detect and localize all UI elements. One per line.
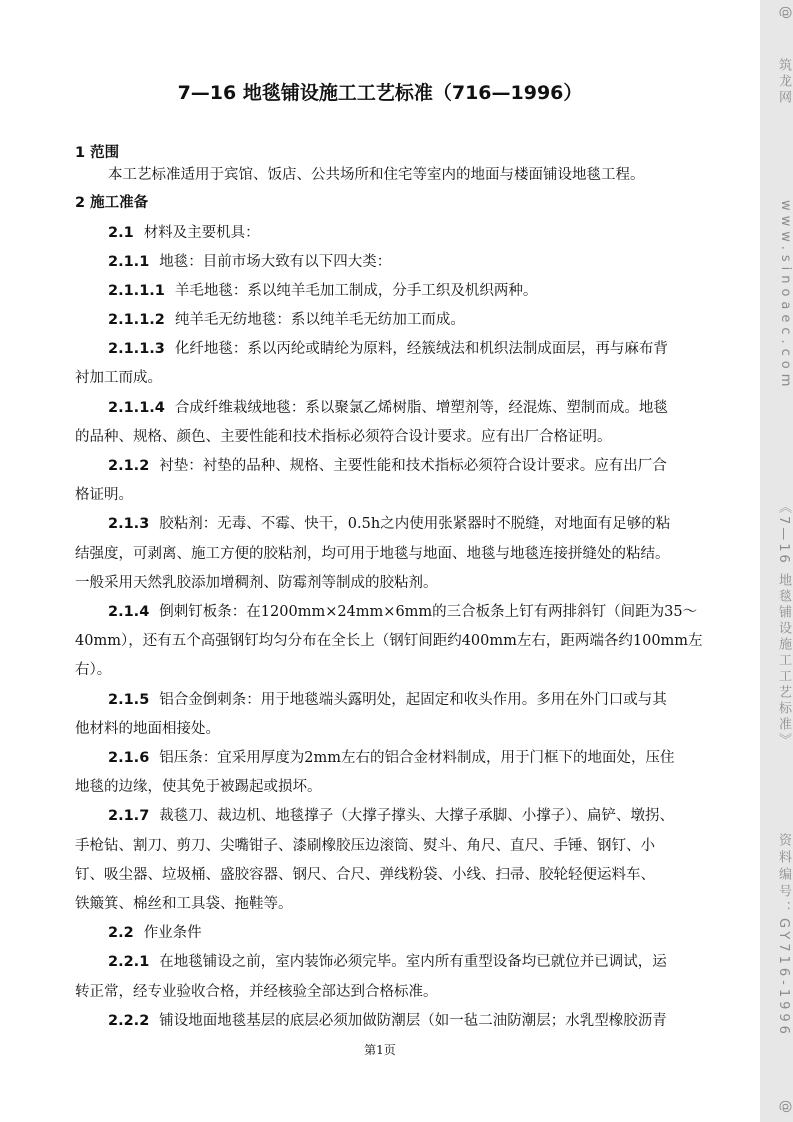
clause-number: 2.1.2 [108, 458, 150, 474]
clause-text: 倒刺钉板条：在1200mm×24mm×6mm的三合板条上钉有两排斜钉（间距为35～ [159, 604, 698, 620]
clause-line [108, 223, 260, 243]
clause-text: 化纤地毯：系以丙纶或睛纶为原料，经簇绒法和机织法制成面层，再与麻布背 [174, 341, 668, 357]
clause-line [108, 923, 202, 943]
clause-text: 胶粘剂：无毒、不霉、快干，0.5h之内使用张紧器时不脱缝，对地面有足够的粘 [159, 516, 671, 532]
paragraph-line: 40mm），还有五个高强钢钉均匀分布在全长上（钢钉间距约400mm左右，距两端各约100mm左 [75, 633, 703, 649]
clause-text: 铝压条：宜采用厚度为2mm左右的铝合金材料制成，用于门框下的地面处，压住 [159, 750, 675, 766]
sidebar-doc-code: 资料编号：GY716-1996 [776, 833, 791, 1038]
clause-text: 铝合金倒刺条：用于地毯端头露明处，起固定和收头作用。多用在外门口或与其 [159, 692, 667, 708]
clause-line [108, 456, 667, 476]
paragraph-line: 格证明。 [75, 487, 133, 503]
clause-number: 2.1.1.1 [108, 283, 165, 299]
clause-line [108, 806, 674, 826]
clause-text: 裁毯刀、裁边机、地毯撑子（大撑子撑头、大撑子承脚、小撑子）、扁铲、墩拐、 [159, 808, 675, 824]
clause-text: 铺设地面地毯基层的底层必须加做防潮层（如一毡二油防潮层；水乳型橡胶沥青 [159, 1013, 667, 1029]
paragraph-line: 手枪钻、割刀、剪刀、尖嘴钳子、漆刷橡胶压边滚筒、熨斗、角尺、直尺、手锤、钢钉、小 [75, 838, 655, 854]
clause-text: 纯羊毛无纺地毯：系以纯羊毛无纺加工而成。 [174, 312, 465, 328]
clause-text: 材料及主要机具： [143, 225, 260, 241]
clause-text: 羊毛地毯：系以纯羊毛加工制成，分手工织及机织两种。 [174, 283, 538, 299]
clause-number: 2.2.1 [108, 954, 150, 970]
clause-text: 地毯：目前市场大致有以下四大类： [159, 254, 392, 270]
paragraph-line: 钉、吸尘器、垃圾桶、盛胶容器、钢尺、合尺、弹线粉袋、小线、扫帚、胶轮轻便运料车、 [75, 867, 655, 883]
clause-number: 2.1.3 [108, 516, 150, 532]
clause-number: 2.1.1 [108, 254, 150, 270]
paragraph-line: 一般采用天然乳胶添加增稠剂、防霉剂等制成的胶粘剂。 [75, 575, 438, 591]
clause-line [108, 310, 465, 330]
clause-line [108, 281, 537, 301]
paragraph-line: 铁簸箕、棉丝和工具袋、拖鞋等。 [75, 896, 293, 912]
paragraph-line: 结强度，可剥离、施工方便的胶粘剂，均可用于地毯与地面、地毯与地毯连接拼缝处的粘结。 [75, 546, 670, 562]
clause-line [108, 514, 670, 534]
page-number: 第1页 [364, 1043, 396, 1057]
clause-text: 衬垫：衬垫的品种、规格、主要性能和技术指标必须符合设计要求。应有出厂合 [159, 458, 667, 474]
clause-text: 合成纤维栽绒地毯：系以聚氯乙烯树脂、增塑剂等，经混炼、塑制而成。地毯 [174, 400, 668, 416]
clause-line [108, 339, 668, 359]
paragraph-line: 本工艺标准适用于宾馆、饭店、公共场所和住宅等室内的地面与楼面铺设地毯工程。 [108, 167, 645, 183]
clause-line [108, 748, 675, 768]
clause-number: 2.1.1.3 [108, 341, 165, 357]
paragraph-line: 右）。 [75, 662, 112, 678]
clause-number: 2.1.7 [108, 808, 150, 824]
sidebar-doc-title: 《7—16 地毯铺设施工工艺标准》 [776, 500, 791, 749]
clause-line [108, 398, 668, 418]
clause-line [108, 602, 697, 622]
clause-line [108, 1011, 667, 1031]
clause-number: 2.2.2 [108, 1013, 150, 1029]
clause-text: 在地毯铺设之前，室内装饰必须完毕。室内所有重型设备均已就位并已调试，运 [159, 954, 667, 970]
clause-line [108, 690, 667, 710]
clause-number: 2.1.1.2 [108, 312, 165, 328]
paragraph-line: 地毯的边缘，使其免于被踢起或损坏。 [75, 779, 322, 795]
clause-number: 2.1.1.4 [108, 400, 165, 416]
clause-number: 2.1 [108, 225, 134, 241]
section-heading-2: 2 施工准备 [75, 195, 149, 211]
clause-number: 2.1.6 [108, 750, 150, 766]
section-heading-1: 1 范围 [75, 145, 120, 161]
clause-line [108, 952, 667, 972]
paragraph-line: 的品种、规格、颜色、主要性能和技术指标必须符合设计要求。应有出厂合格证明。 [75, 429, 612, 445]
clause-line [108, 252, 391, 272]
sidebar-at-bottom: @ [778, 1100, 793, 1116]
clause-number: 2.1.4 [108, 604, 150, 620]
paragraph-line: 转正常，经专业验收合格，并经核验全部达到合格标准。 [75, 984, 438, 1000]
clause-text: 作业条件 [143, 925, 202, 941]
document-title: 7—16 地毯铺设施工工艺标准（716—1996） [177, 82, 583, 104]
watermark-sidebar [760, 0, 793, 1122]
paragraph-line: 他材料的地面相接处。 [75, 721, 220, 737]
sidebar-site: www.sinoaec.com [778, 200, 793, 392]
clause-number: 2.1.5 [108, 692, 150, 708]
sidebar-at-top: @ [778, 6, 793, 22]
sidebar-brand: 筑龙网 [776, 58, 791, 106]
paragraph-line: 衬加工而成。 [75, 370, 162, 386]
clause-number: 2.2 [108, 925, 134, 941]
